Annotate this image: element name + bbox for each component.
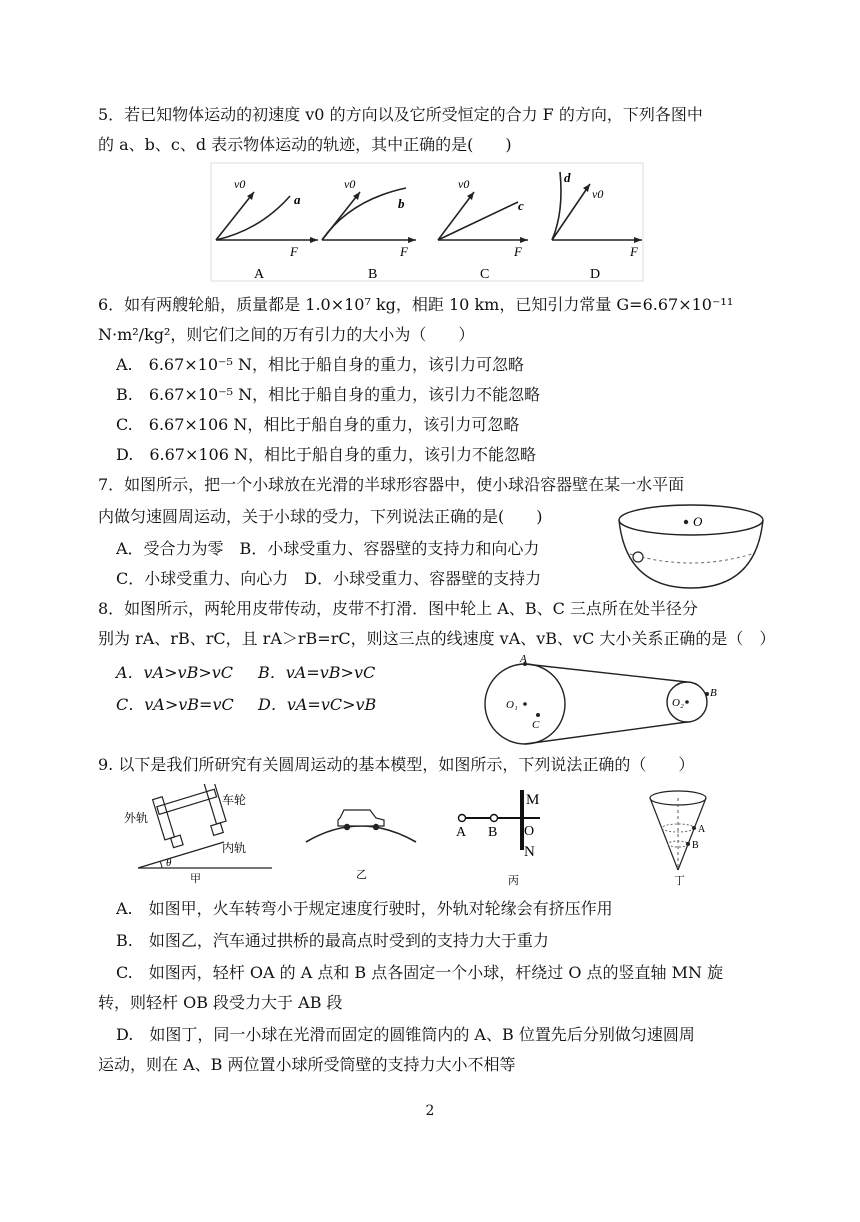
bridge-arch [306, 826, 416, 842]
o2-label: O₂ [672, 697, 684, 709]
o-label: O [693, 514, 703, 529]
panel-b [322, 177, 416, 282]
q5-line2: 的 a、b、c、d 表示物体运动的轨迹，其中正确的是( ) [98, 135, 512, 154]
q7-line1: 7．如图所示，把一个小球放在光滑的半球形容器中，使小球沿容器壁在某一水平面 [98, 475, 685, 494]
rod-axis-figure [450, 784, 554, 888]
point-a-label: A [520, 654, 527, 665]
b-label: B [692, 840, 699, 851]
q6-option-a: A. 6.67×10⁻⁵ N，相比于船自身的重力，该引力可忽略 [116, 355, 524, 374]
curve-label: b [398, 196, 405, 211]
bing-caption: 丙 [508, 875, 519, 887]
jia-caption: 甲 [190, 873, 201, 884]
q9-option-a: A. 如图甲，火车转弯小于规定速度行驶时，外轨对轮缘会有挤压作用 [116, 899, 613, 918]
inner-rail-label: 内轨 [222, 841, 247, 855]
q6-option-c: C. 6.67×106 N，相比于船自身的重力，该引力可忽略 [116, 415, 520, 434]
panel-letter: C [480, 267, 490, 282]
left-wheel [153, 797, 175, 840]
center-point [684, 520, 688, 524]
v0-arrow [438, 192, 474, 240]
curve-c [438, 202, 518, 240]
q6-option-d: D. 6.67×106 N，相比于船自身的重力，该引力不能忽略 [116, 445, 537, 464]
ball-b [491, 815, 498, 822]
panel-a [216, 177, 318, 282]
panel-d [552, 170, 642, 282]
f-label: F [290, 244, 298, 259]
v0-label: v0 [344, 177, 356, 191]
panel-c [438, 177, 528, 282]
q6-option-b: B. 6.67×10⁻⁵ N，相比于船自身的重力，该引力不能忽略 [116, 385, 541, 404]
a-label: A [456, 825, 467, 840]
q6-line2: N·m²/kg²，则它们之间的万有引力的大小为（ ） [98, 325, 475, 344]
car-icon [338, 810, 384, 826]
b-label: B [488, 825, 498, 840]
v0-arrow [552, 184, 590, 240]
v0-arrow [216, 192, 254, 240]
q6-line1: 6．如有两艘轮船，质量都是 1.0×10⁷ kg，相距 10 km，已知引力常量 G=6.67×10⁻¹¹ [98, 295, 734, 314]
inner-rail-block [211, 823, 223, 835]
wheel-label: 车轮 [222, 793, 247, 807]
ball-a [459, 815, 466, 822]
point-c-label: C [532, 719, 540, 731]
curve-label: d [564, 170, 571, 185]
q7-line2: 内做匀速圆周运动，关于小球的受力，下列说法正确的是( ) [98, 507, 543, 526]
q8-line1: 8．如图所示，两轮用皮带传动，皮带不打滑．图中轮上 A、B、C 三点所在处半径分 [98, 599, 698, 618]
f-label: F [400, 244, 408, 259]
q7-options-row1: A．受合力为零 B．小球受重力、容器壁的支持力和向心力 [116, 539, 540, 558]
banked-rail-figure [124, 784, 274, 884]
yi-caption: 乙 [356, 869, 367, 881]
q8-option-b: B．vA=vB>vC [258, 663, 376, 682]
a-label: A [698, 824, 706, 835]
point-b-label: B [710, 687, 717, 699]
q8-line2: 别为 rA、rB、rC，且 rA＞rB=rC，则这三点的线速度 vA、vB、vC 大小关系正确的是（ ） [98, 629, 776, 648]
o1-label: O₁ [506, 699, 518, 711]
ball [633, 552, 643, 562]
belt-drive-figure [482, 654, 728, 754]
panel-letter: B [368, 267, 378, 282]
q9-option-c-line2: 转，则轻杆 OB 段受力大于 AB 段 [98, 993, 343, 1012]
panel-letter: A [254, 267, 265, 282]
q9-option-b: B. 如图乙，汽车通过拱桥的最高点时受到的支持力大于重力 [116, 931, 549, 950]
curve-label: c [518, 198, 524, 213]
q9-line1: 9. 以下是我们所研究有关圆周运动的基本模型，如图所示，下列说法正确的（ ） [98, 755, 695, 774]
q8-option-d: D．vA=vC>vB [258, 695, 377, 714]
page-number: 2 [425, 1103, 435, 1119]
v0-label: v0 [458, 177, 470, 191]
arch-bridge-figure [300, 796, 422, 886]
cone-figure [640, 784, 720, 888]
v0-label: v0 [234, 177, 246, 191]
outer-rail-block [171, 835, 183, 847]
f-label: F [630, 244, 638, 259]
curve-label: a [294, 192, 301, 207]
ding-caption: 丁 [674, 875, 685, 887]
q5-trajectory-figure [210, 162, 644, 282]
curve-b [322, 188, 406, 240]
q9-option-c-line1: C. 如图丙，轻杆 OA 的 A 点和 B 点各固定一个小球，杆绕过 O 点的竖直轴 MN 旋 [116, 963, 724, 982]
outer-rail-label: 外轨 [124, 811, 149, 825]
q8-option-a: A．vA>vB>vC [116, 663, 234, 682]
theta-label: θ [166, 857, 172, 869]
q5-line1: 5．若已知物体运动的初速度 v0 的方向以及它所受恒定的合力 F 的方向，下列各图中 [98, 105, 703, 124]
panel-letter: D [590, 267, 601, 282]
belt-bottom [525, 722, 687, 744]
m-label: M [526, 792, 540, 808]
hemisphere-bowl-figure [616, 500, 766, 592]
n-label: N [524, 844, 535, 860]
q7-options-row2: C．小球受重力、向心力 D．小球受重力、容器壁的支持力 [116, 569, 542, 588]
o-label: O [524, 824, 535, 839]
q9-option-d-line2: 运动，则在 A、B 两位置小球所受筒壁的支持力大小不相等 [98, 1055, 516, 1074]
curve-a [216, 196, 290, 240]
bowl-rim [619, 505, 763, 535]
q9-option-d-line1: D. 如图丁，同一小球在光滑而固定的圆锥筒内的 A、B 位置先后分别做匀速圆周 [116, 1025, 695, 1044]
v0-label: v0 [592, 187, 604, 201]
orbit-path [630, 554, 752, 563]
q8-option-c: C．vA>vB=vC [116, 695, 234, 714]
f-label: F [514, 244, 522, 259]
